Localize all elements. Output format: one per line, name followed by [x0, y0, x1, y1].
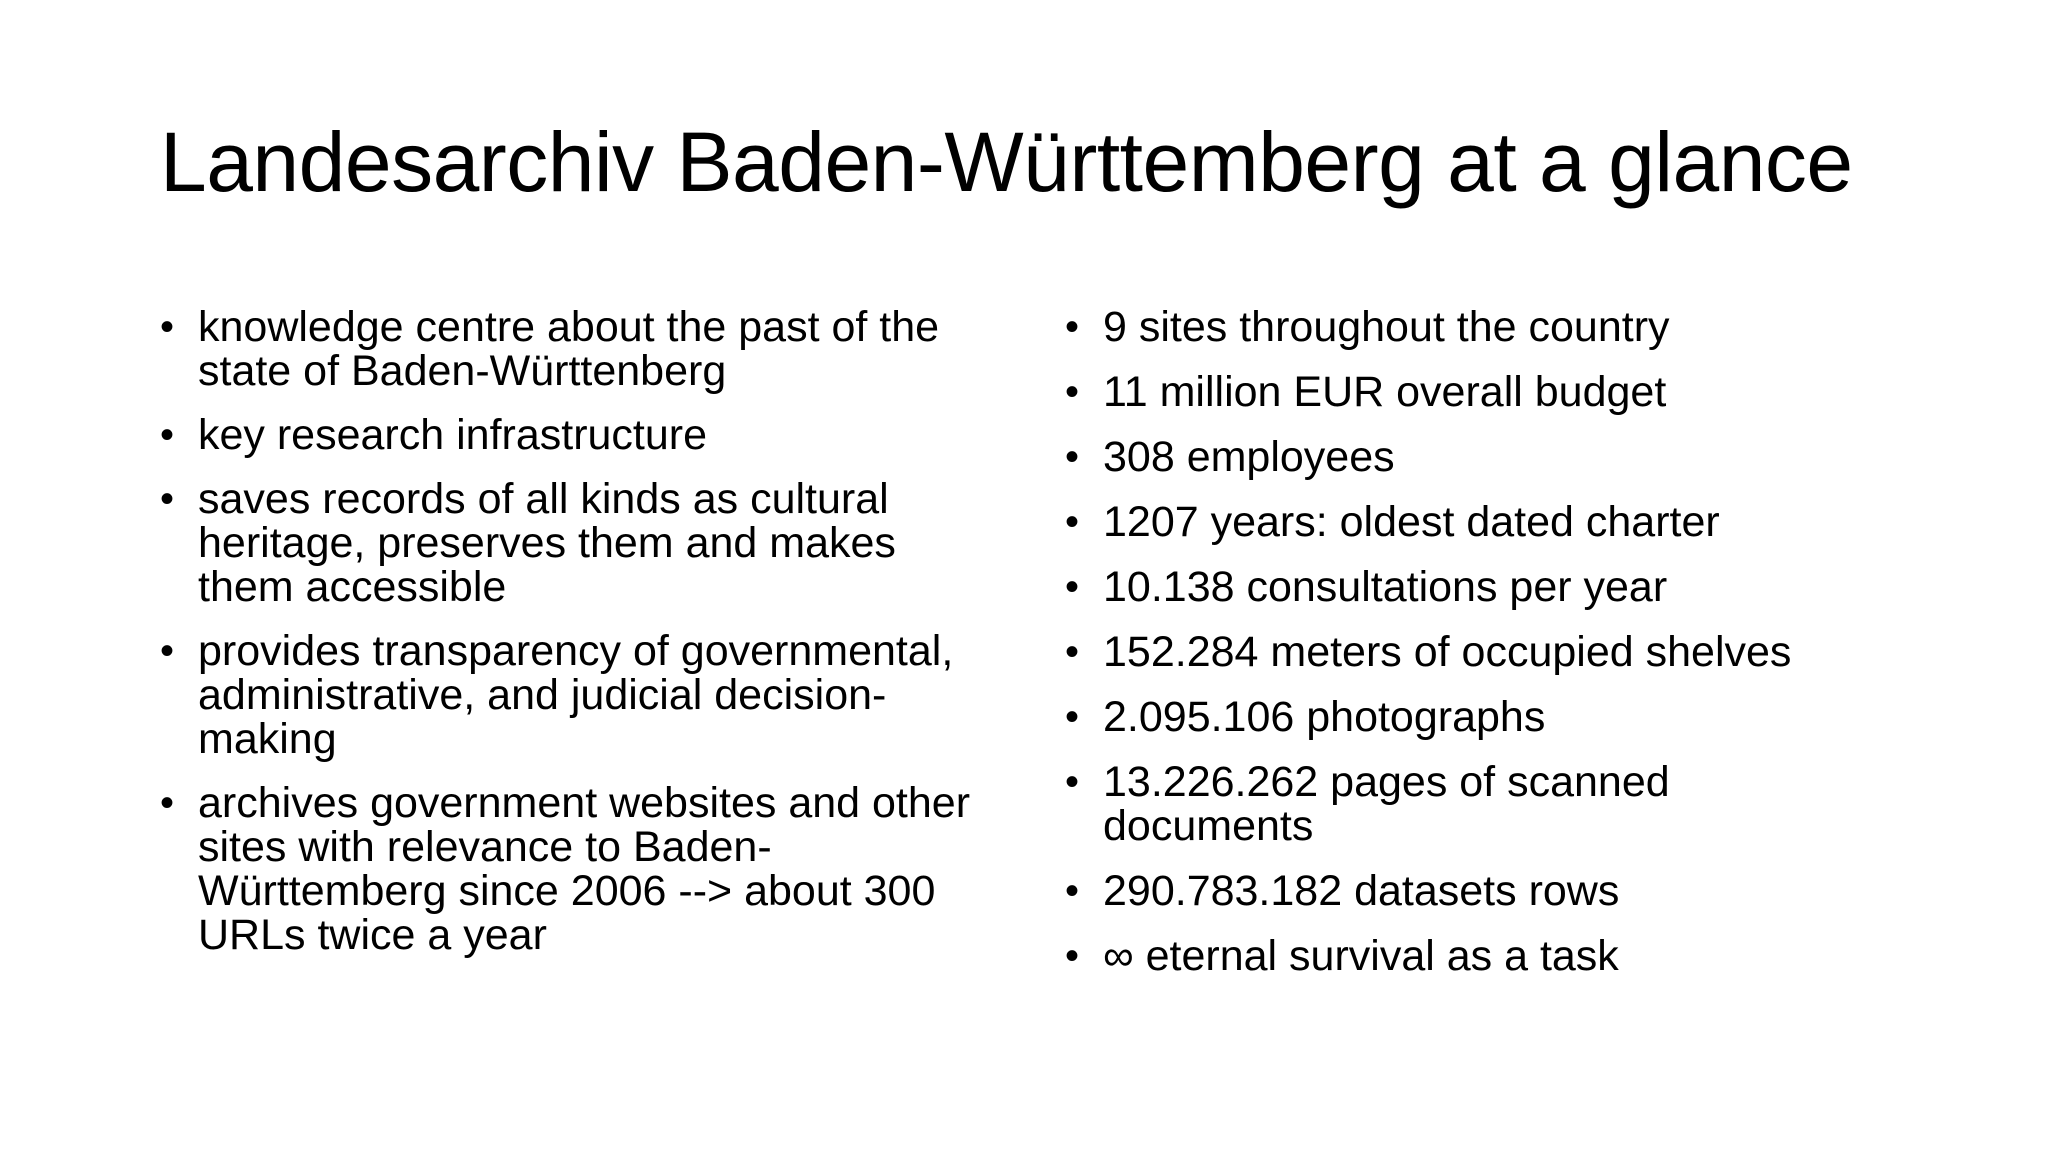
list-item-text: 2.095.106 photographs: [1103, 693, 1546, 741]
bullet-icon: •: [1065, 869, 1080, 913]
list-item-text: archives government websites and other sites with relevance to Baden-Württemberg since 2006 --> about 300 URLs twice a year: [198, 779, 971, 959]
list-item: [1065, 869, 1965, 913]
list-item-text: 11 million EUR overall budget: [1103, 368, 1667, 416]
list-item-text: 152.284 meters of occupied shelves: [1103, 628, 1792, 676]
list-item-text: 1207 years: oldest dated charter: [1103, 498, 1720, 546]
list-item-text: 10.138 consultations per year: [1103, 563, 1668, 611]
list-item-text: key research infrastructure: [198, 411, 708, 459]
bullet-icon: •: [160, 781, 175, 825]
bullet-icon: •: [1065, 435, 1080, 479]
list-item-text: 13.226.262 pages of scanned documents: [1103, 758, 1670, 850]
list-item: [160, 781, 998, 957]
list-item: [1065, 435, 1965, 479]
bullet-icon: •: [1065, 760, 1080, 804]
list-item: [1065, 305, 1965, 349]
bullet-icon: •: [1065, 934, 1080, 978]
slide-title: Landesarchiv Baden-Württemberg at a glance: [160, 115, 1853, 209]
right-bullet-list: [1065, 305, 1965, 999]
bullet-icon: •: [1065, 565, 1080, 609]
bullet-icon: •: [160, 629, 175, 673]
left-bullet-list: [160, 305, 990, 977]
list-item: [160, 305, 988, 393]
list-item: [1065, 370, 1965, 414]
list-item-text: 308 employees: [1103, 433, 1395, 481]
list-item-text: saves records of all kinds as cultural heritage, preserves them and makes them accessible: [198, 475, 896, 611]
list-item: [160, 477, 990, 609]
bullet-icon: •: [1065, 695, 1080, 739]
list-item: [1065, 500, 1965, 544]
list-item: [1065, 934, 1965, 978]
bullet-icon: •: [160, 413, 175, 457]
bullet-icon: •: [160, 477, 175, 521]
list-item: [1065, 760, 1743, 848]
bullet-icon: •: [1065, 305, 1080, 349]
list-item: [160, 413, 990, 457]
list-item-text: provides transparency of governmental, administrative, and judicial decision-making: [198, 627, 954, 763]
bullet-icon: •: [1065, 500, 1080, 544]
list-item: [160, 629, 958, 761]
bullet-icon: •: [1065, 370, 1080, 414]
list-item: [1065, 695, 1965, 739]
list-item: [1065, 630, 1965, 674]
list-item-text: ∞ eternal survival as a task: [1103, 932, 1619, 980]
list-item-text: 9 sites throughout the country: [1103, 303, 1670, 351]
list-item: [1065, 565, 1965, 609]
list-item-text: 290.783.182 datasets rows: [1103, 867, 1620, 915]
list-item-text: knowledge centre about the past of the state of Baden-Württenberg: [198, 303, 940, 395]
bullet-icon: •: [160, 305, 175, 349]
bullet-icon: •: [1065, 630, 1080, 674]
